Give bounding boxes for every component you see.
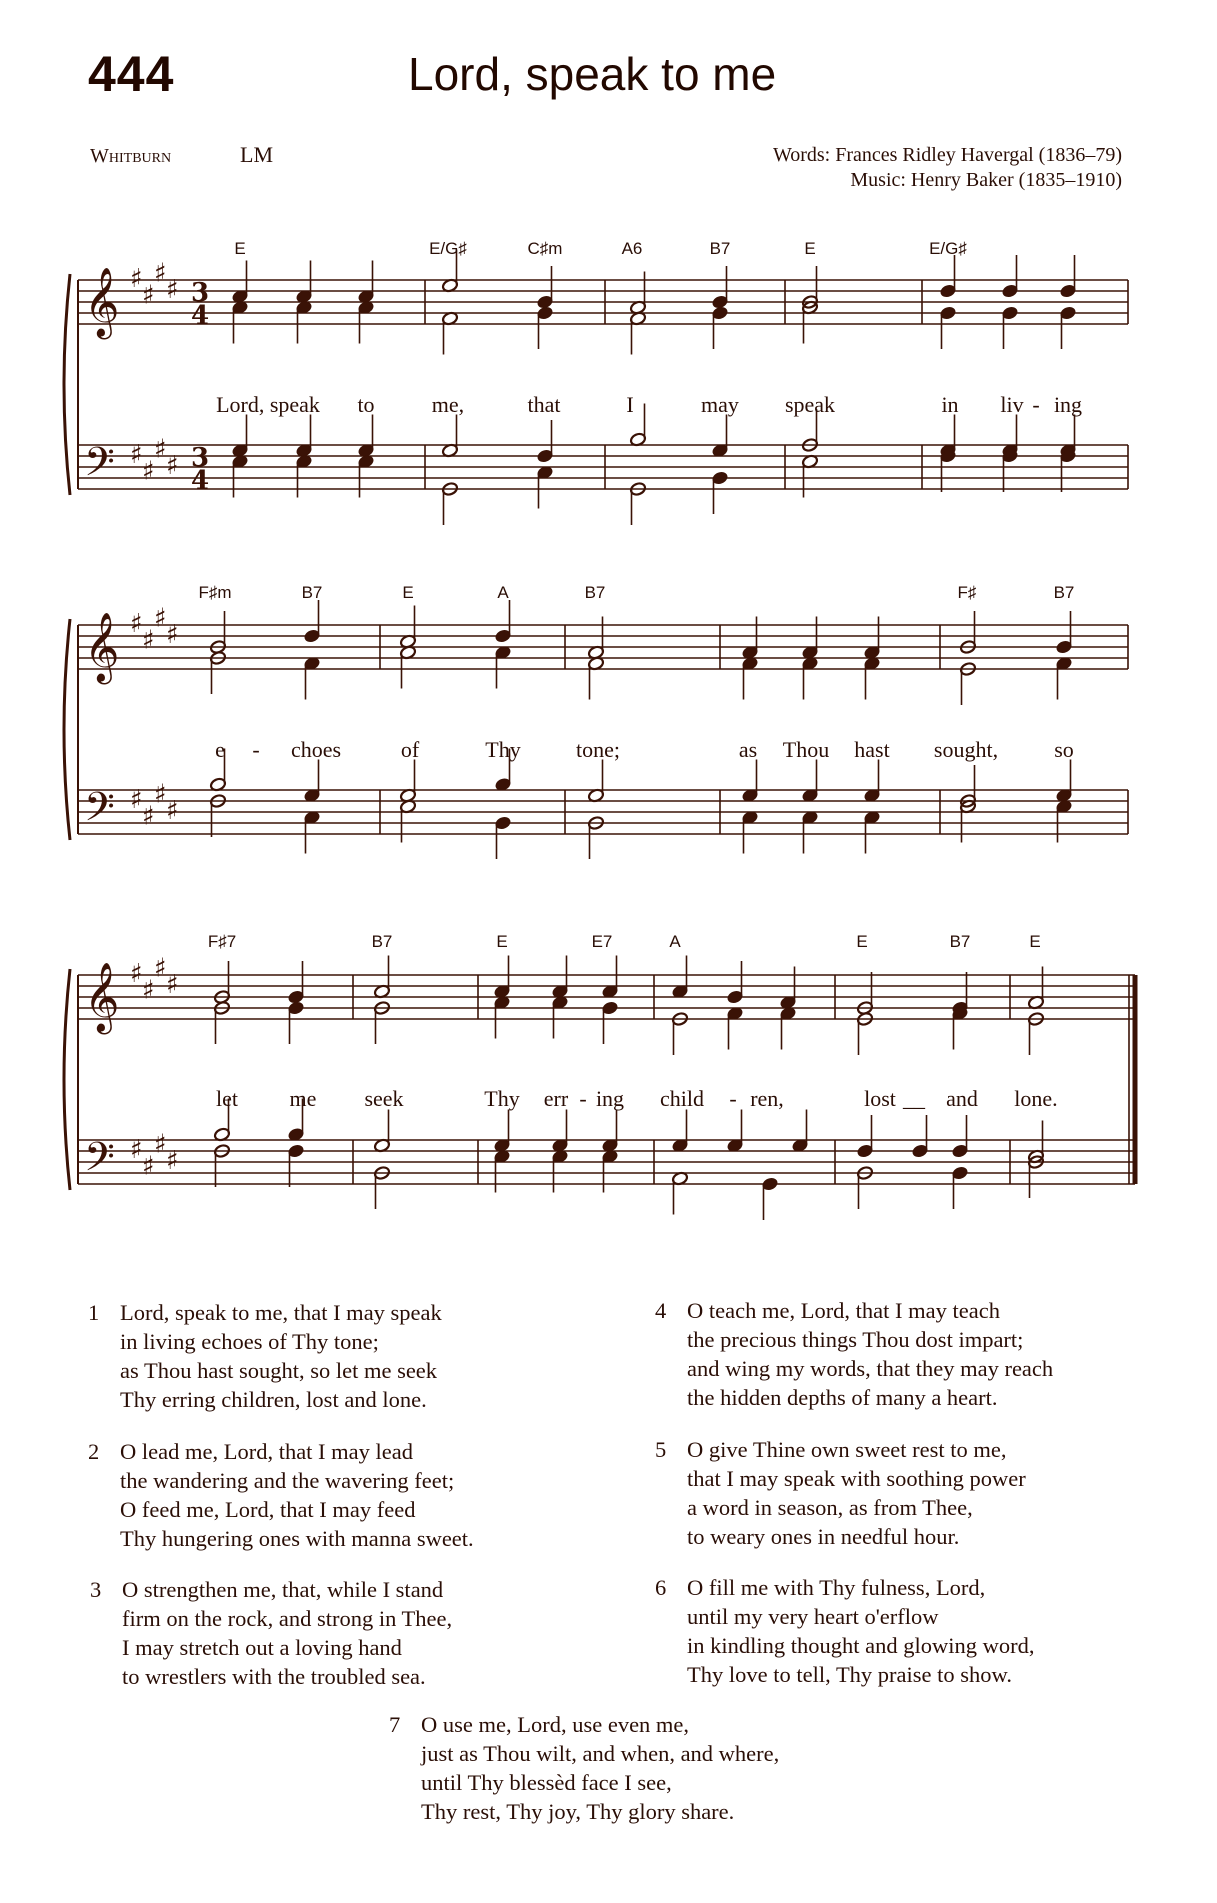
verse-line: O strengthen me, that, while I stand [122,1577,444,1602]
sharp-sign: ♯ [130,440,143,470]
chord-symbol: E [804,239,816,258]
lyric-syllable: let [216,1086,238,1111]
treble-clef: 𝄞 [84,962,120,1032]
sharp-sign: ♯ [142,280,155,311]
sharp-sign: ♯ [166,796,179,826]
lyric-syllable: - [1032,392,1040,417]
verse-line: Thy love to tell, Thy praise to show. [687,1662,1012,1687]
verse-line: O use me, Lord, use even me, [421,1712,690,1737]
sharp-sign: ♯ [142,1151,155,1182]
verse-number: 3 [90,1577,102,1602]
verse-line: a word in season, as from Thee, [687,1495,973,1520]
system-bracket [64,969,70,1190]
treble-clef: 𝄞 [84,267,120,337]
verse-line: Lord, speak to me, that I may speak [120,1300,442,1325]
lyric-syllable: that [527,392,561,417]
verse-6 [655,1573,1035,1689]
verse-line: firm on the rock, and strong in Thee, [122,1606,453,1631]
verse-line: until my very heart o'erflow [687,1604,939,1629]
tune-name: Whitburn [90,145,172,167]
time-signature-bottom: 4 [191,466,210,496]
meter: LM [240,142,273,167]
sharp-sign: ♯ [154,434,167,465]
lyric-syllable: may [701,392,739,417]
hymn-number: 444 [88,46,175,102]
lyric-syllable: __ [903,1086,925,1111]
verse-1 [88,1298,442,1414]
sharp-sign: ♯ [154,779,167,810]
lyric-syllable: liv [1000,392,1024,417]
system-bracket [64,619,70,840]
lyric-syllable: e [215,737,225,762]
hymn-title: Lord, speak to me [408,48,777,100]
sharp-sign: ♯ [130,1135,143,1165]
verse-7 [389,1710,780,1826]
verse-5 [655,1435,1026,1551]
lyric-syllable: seek [364,1086,404,1111]
chord-symbol: A6 [621,239,643,258]
verse-number: 1 [88,1300,100,1325]
verse-line: O teach me, Lord, that I may teach [687,1298,1000,1323]
lyric-syllable: me, [431,392,465,417]
chord-symbol: F♯ [957,583,977,602]
verse-line: O give Thine own sweet rest to me, [687,1437,1007,1462]
bass-clef: 𝄢 [84,784,115,840]
chord-symbol: A [669,932,681,951]
chord-symbol: E7 [591,932,613,951]
chord-symbol: B7 [584,583,606,602]
lyric-syllable: Lord, speak [216,392,320,417]
sharp-sign: ♯ [142,801,155,832]
chord-symbol: A [497,583,509,602]
sharp-sign: ♯ [166,970,179,1000]
verse-2 [88,1437,474,1553]
verse-line: O feed me, Lord, that I may feed [120,1497,416,1522]
chord-symbol: B7 [1053,583,1075,602]
lyric-syllable: of [400,737,420,762]
verse-4 [655,1296,1054,1412]
bass-clef: 𝄢 [84,439,115,495]
chord-symbol: E [496,932,508,951]
verse-line: until Thy blessèd face I see, [421,1770,672,1795]
lyric-syllable: - [729,1086,737,1111]
sharp-sign: ♯ [154,953,167,984]
sharp-sign: ♯ [166,451,179,481]
verse-line: as Thou hast sought, so let me seek [120,1358,438,1383]
sharp-sign: ♯ [142,975,155,1006]
chord-symbol: E/G♯ [929,239,967,258]
verse-line: Thy erring children, lost and lone. [120,1387,427,1412]
verse-line: to wrestlers with the troubled sea. [122,1664,426,1689]
verse-line: that I may speak with soothing power [687,1466,1026,1491]
chord-symbol: E [1029,932,1041,951]
lyric-syllable: lone. [1014,1086,1058,1111]
sharp-sign: ♯ [166,620,179,650]
verse-number: 6 [655,1575,667,1600]
lyric-syllable: lost [864,1086,896,1111]
verse-number: 5 [655,1437,667,1462]
verse-line: the hidden depths of many a heart. [687,1385,998,1410]
verse-number: 2 [88,1439,100,1464]
sharp-sign: ♯ [154,258,167,289]
verse-line: Thy hungering ones with manna sweet. [120,1526,474,1551]
verse-line: Thy rest, Thy joy, Thy glory share. [421,1799,735,1824]
verse-line: the wandering and the wavering feet; [120,1468,455,1493]
chord-symbol: F♯7 [207,932,237,951]
chord-symbol: F♯m [198,583,232,602]
lyric-syllable: sought, [933,737,999,762]
chord-symbol: E/G♯ [429,239,467,258]
lyric-syllable: in [941,392,959,417]
lyric-syllable: tone; [576,737,620,762]
system-bracket [64,274,70,495]
sharp-sign: ♯ [130,264,143,294]
lyric-syllable: to [357,392,375,417]
lyric-syllable: choes [290,737,342,762]
chord-symbol: B7 [949,932,971,951]
chord-symbol: E [856,932,868,951]
lyric-syllable: speak [784,392,836,417]
chord-symbol: B7 [371,932,393,951]
lyric-syllable: child [660,1086,704,1111]
sharp-sign: ♯ [130,609,143,639]
sharp-sign: ♯ [142,625,155,656]
lyric-syllable: and [946,1086,978,1111]
treble-clef: 𝄞 [84,612,120,682]
lyric-syllable: ing [1053,392,1083,417]
time-signature-bottom: 4 [191,301,210,331]
lyric-syllable: as [738,737,758,762]
lyric-syllable: Thy [484,1086,520,1111]
verse-line: and wing my words, that they may reach [687,1356,1054,1381]
time-signature-top: 3 [191,278,210,308]
verse-line: in living echoes of Thy tone; [120,1329,379,1354]
lyric-syllable: I [626,392,634,417]
verse-line: O lead me, Lord, that I may lead [120,1439,414,1464]
verse-number: 4 [655,1298,667,1323]
sharp-sign: ♯ [154,603,167,634]
time-signature-top: 3 [191,443,210,473]
lyric-syllable: so [1054,737,1074,762]
chord-symbol: B7 [709,239,731,258]
verse-line: just as Thou wilt, and when, and where, [421,1741,780,1766]
chord-symbol: B7 [301,583,323,602]
lyric-syllable: - [579,1086,587,1111]
verse-3 [90,1575,453,1691]
lyric-syllable: Thou [782,737,830,762]
verse-line: to weary ones in needful hour. [687,1524,960,1549]
verse-line: I may stretch out a loving hand [122,1635,402,1660]
lyric-syllable: - [252,737,260,762]
sharp-sign: ♯ [166,1146,179,1176]
lyric-syllable: hast [854,737,890,762]
chord-symbol: E [234,239,246,258]
verse-line: the precious things Thou dost impart; [687,1327,1024,1352]
lyric-syllable: Thy [485,737,521,762]
lyric-syllable: ren, [750,1086,784,1111]
lyric-syllable: ing [595,1086,625,1111]
music-credit: Music: Henry Baker (1835–1910) [850,169,1122,191]
bass-clef: 𝄢 [84,1134,115,1190]
sharp-sign: ♯ [166,275,179,305]
sharp-sign: ♯ [130,959,143,989]
lyric-syllable: me [289,1086,317,1111]
sharp-sign: ♯ [142,456,155,487]
lyric-syllable: err [543,1086,569,1111]
sharp-sign: ♯ [130,785,143,815]
verse-line: in kindling thought and glowing word, [687,1633,1035,1658]
sharp-sign: ♯ [154,1129,167,1160]
verse-number: 7 [389,1712,401,1737]
chord-symbol: E [402,583,414,602]
verse-line: O fill me with Thy fulness, Lord, [687,1575,986,1600]
words-credit: Words: Frances Ridley Havergal (1836–79) [772,144,1122,166]
chord-symbol: C♯m [527,239,563,258]
